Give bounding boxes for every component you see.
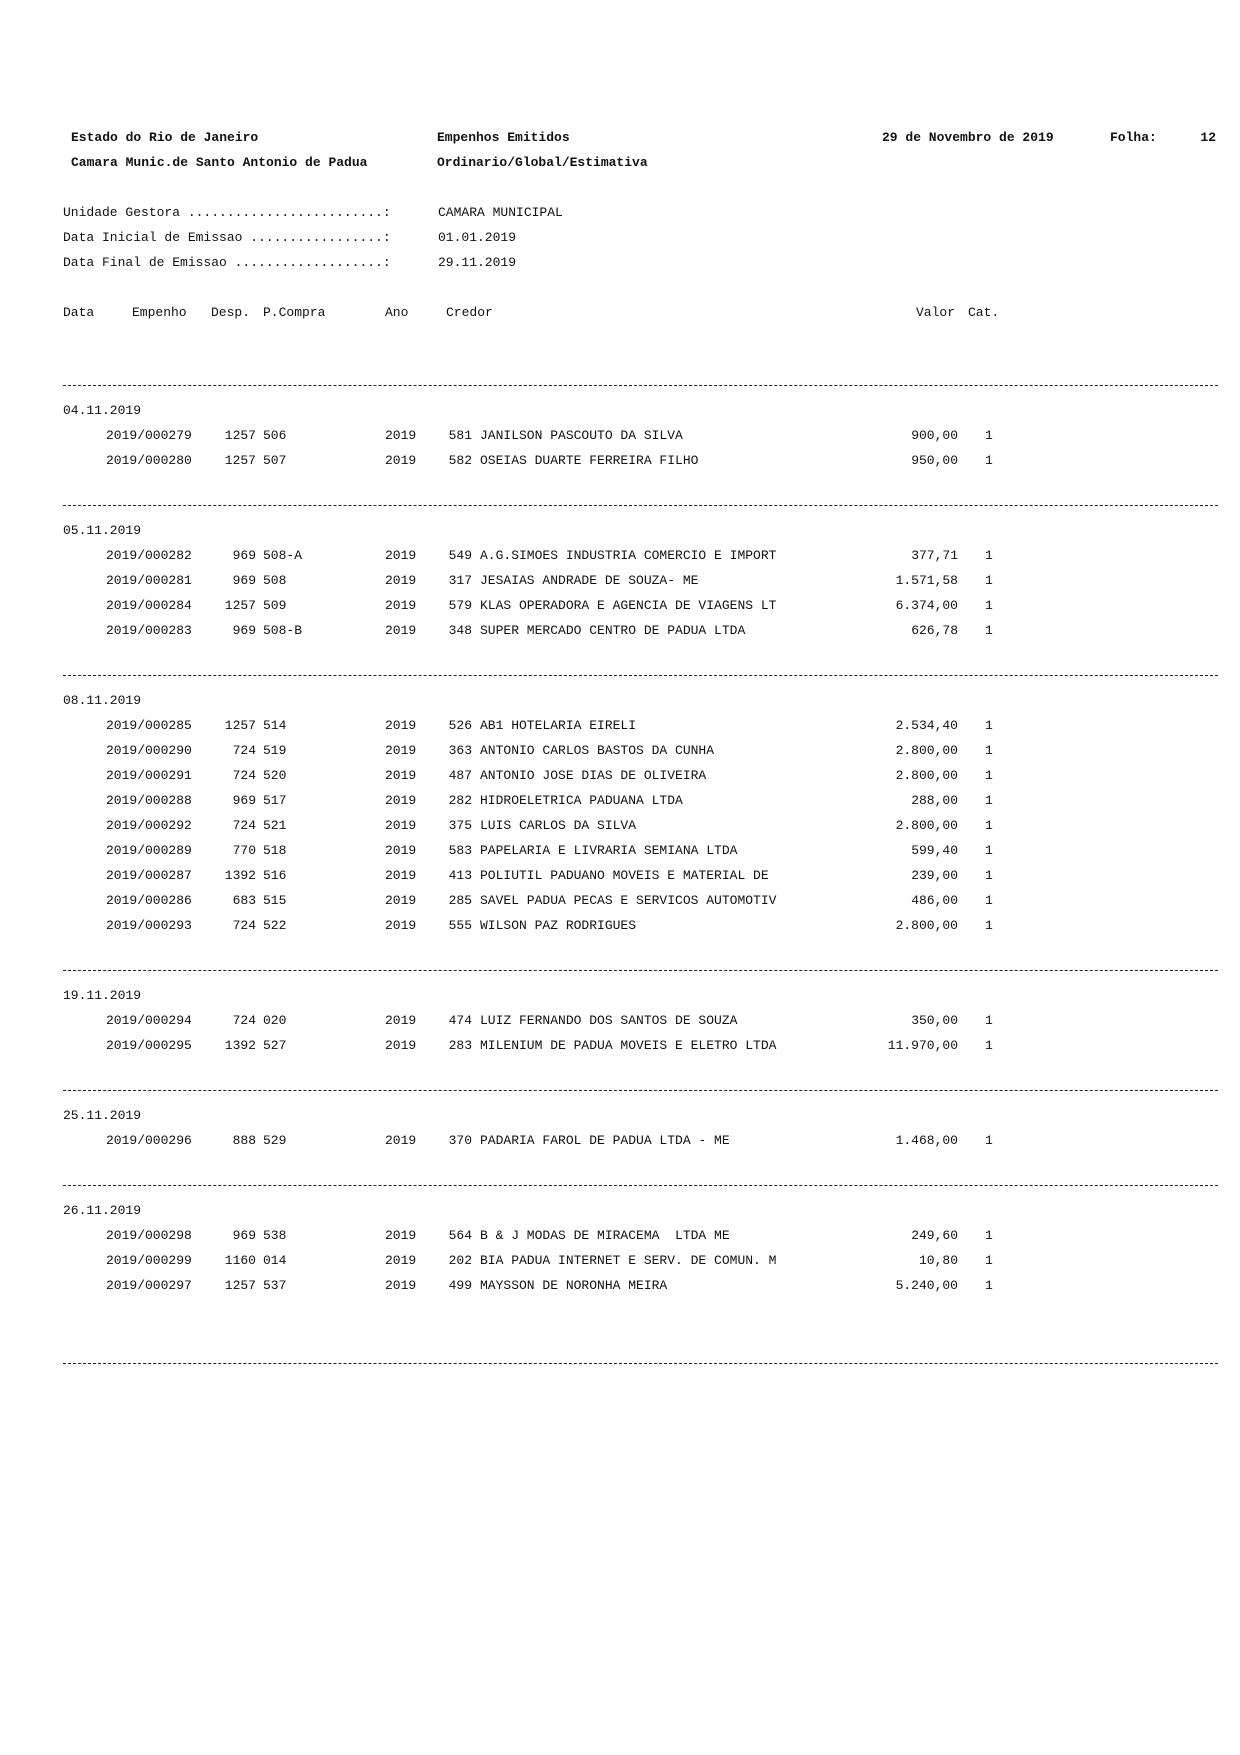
desp-code: 724 — [232, 743, 256, 758]
separator-line — [63, 675, 1218, 676]
desp-code: 1257 — [224, 453, 256, 468]
category: 1 — [985, 718, 993, 733]
credor-code: 582 — [448, 453, 472, 468]
sheet-label: Folha: — [1110, 130, 1157, 145]
pcompra-number: 508-A — [263, 548, 303, 563]
credor-name: KLAS OPERADORA E AGENCIA DE VIAGENS LT — [480, 598, 777, 613]
empenho-number: 2019/000281 — [106, 573, 192, 588]
credor-name: MILENIUM DE PADUA MOVEIS E ELETRO LTDA — [480, 1038, 777, 1053]
year: 2019 — [385, 598, 417, 613]
credor-name: WILSON PAZ RODRIGUES — [480, 918, 637, 933]
pcompra-number: 519 — [263, 743, 287, 758]
desp-code: 969 — [232, 548, 256, 563]
group-date: 26.11.2019 — [63, 1203, 142, 1218]
category: 1 — [985, 1253, 993, 1268]
pcompra-number: 537 — [263, 1278, 287, 1293]
category: 1 — [985, 793, 993, 808]
col-header-desp: Desp. — [211, 305, 251, 320]
year: 2019 — [385, 893, 417, 908]
empenho-number: 2019/000293 — [106, 918, 192, 933]
pcompra-number: 014 — [263, 1253, 287, 1268]
category: 1 — [985, 598, 993, 613]
col-header-pcompra: P.Compra — [263, 305, 326, 320]
report-title: Empenhos Emitidos — [437, 130, 570, 145]
valor: 10,80 — [918, 1253, 958, 1268]
separator-line — [63, 1090, 1218, 1091]
group-date: 25.11.2019 — [63, 1108, 142, 1123]
pcompra-number: 518 — [263, 843, 287, 858]
col-header-data: Data — [63, 305, 95, 320]
credor-code: 579 — [448, 598, 472, 613]
desp-code: 1392 — [224, 868, 256, 883]
desp-code: 683 — [232, 893, 256, 908]
valor: 2.534,40 — [895, 718, 958, 733]
valor: 626,78 — [911, 623, 958, 638]
col-header-credor: Credor — [446, 305, 493, 320]
category: 1 — [985, 818, 993, 833]
pcompra-number: 515 — [263, 893, 287, 908]
empenho-number: 2019/000283 — [106, 623, 192, 638]
param-label: Data Inicial de Emissao .................: — [63, 230, 391, 245]
credor-name: AB1 HOTELARIA EIRELI — [480, 718, 637, 733]
empenho-number: 2019/000287 — [106, 868, 192, 883]
credor-code: 474 — [448, 1013, 472, 1028]
param-label: Unidade Gestora .........................: — [63, 205, 391, 220]
year: 2019 — [385, 718, 417, 733]
credor-name: ANTONIO JOSE DIAS DE OLIVEIRA — [480, 768, 707, 783]
pcompra-number: 506 — [263, 428, 287, 443]
pcompra-number: 538 — [263, 1228, 287, 1243]
credor-name: POLIUTIL PADUANO MOVEIS E MATERIAL DE — [480, 868, 769, 883]
desp-code: 770 — [232, 843, 256, 858]
credor-code: 499 — [448, 1278, 472, 1293]
header-state: Estado do Rio de Janeiro — [71, 130, 259, 145]
year: 2019 — [385, 573, 417, 588]
desp-code: 888 — [232, 1133, 256, 1148]
group-date: 04.11.2019 — [63, 403, 142, 418]
desp-code: 969 — [232, 1228, 256, 1243]
empenho-number: 2019/000289 — [106, 843, 192, 858]
year: 2019 — [385, 918, 417, 933]
empenho-number: 2019/000296 — [106, 1133, 192, 1148]
valor: 288,00 — [911, 793, 958, 808]
pcompra-number: 509 — [263, 598, 287, 613]
desp-code: 969 — [232, 573, 256, 588]
year: 2019 — [385, 818, 417, 833]
pcompra-number: 507 — [263, 453, 287, 468]
empenho-number: 2019/000298 — [106, 1228, 192, 1243]
group-date: 19.11.2019 — [63, 988, 142, 1003]
credor-code: 285 — [448, 893, 472, 908]
category: 1 — [985, 1038, 993, 1053]
credor-code: 375 — [448, 818, 472, 833]
desp-code: 1392 — [224, 1038, 256, 1053]
pcompra-number: 516 — [263, 868, 287, 883]
category: 1 — [985, 918, 993, 933]
col-header-valor: Valor — [916, 305, 956, 320]
desp-code: 1257 — [224, 598, 256, 613]
credor-name: HIDROELETRICA PADUANA LTDA — [480, 793, 683, 808]
category: 1 — [985, 453, 993, 468]
pcompra-number: 508-B — [263, 623, 303, 638]
pcompra-number: 527 — [263, 1038, 287, 1053]
valor: 900,00 — [911, 428, 958, 443]
valor: 11.970,00 — [887, 1038, 958, 1053]
desp-code: 724 — [232, 918, 256, 933]
valor: 5.240,00 — [895, 1278, 958, 1293]
valor: 6.374,00 — [895, 598, 958, 613]
year: 2019 — [385, 1278, 417, 1293]
category: 1 — [985, 893, 993, 908]
desp-code: 969 — [232, 793, 256, 808]
credor-name: SAVEL PADUA PECAS E SERVICOS AUTOMOTIV — [480, 893, 777, 908]
category: 1 — [985, 573, 993, 588]
credor-name: JESAIAS ANDRADE DE SOUZA- ME — [480, 573, 699, 588]
credor-code: 581 — [448, 428, 472, 443]
valor: 2.800,00 — [895, 918, 958, 933]
year: 2019 — [385, 793, 417, 808]
credor-name: ANTONIO CARLOS BASTOS DA CUNHA — [480, 743, 715, 758]
valor: 486,00 — [911, 893, 958, 908]
credor-name: PADARIA FAROL DE PADUA LTDA - ME — [480, 1133, 730, 1148]
year: 2019 — [385, 1038, 417, 1053]
credor-code: 555 — [448, 918, 472, 933]
valor: 2.800,00 — [895, 743, 958, 758]
year: 2019 — [385, 623, 417, 638]
empenho-number: 2019/000290 — [106, 743, 192, 758]
valor: 377,71 — [911, 548, 958, 563]
empenho-number: 2019/000288 — [106, 793, 192, 808]
credor-code: 363 — [448, 743, 472, 758]
credor-code: 564 — [448, 1228, 472, 1243]
credor-name: JANILSON PASCOUTO DA SILVA — [480, 428, 683, 443]
credor-code: 317 — [448, 573, 472, 588]
desp-code: 724 — [232, 768, 256, 783]
col-header-cat: Cat. — [968, 305, 1000, 320]
desp-code: 1257 — [224, 428, 256, 443]
param-label: Data Final de Emissao ...................: — [63, 255, 391, 270]
year: 2019 — [385, 768, 417, 783]
desp-code: 969 — [232, 623, 256, 638]
separator-line — [63, 1185, 1218, 1186]
col-header-empenho: Empenho — [132, 305, 187, 320]
year: 2019 — [385, 1013, 417, 1028]
empenho-number: 2019/000285 — [106, 718, 192, 733]
report-subtitle: Ordinario/Global/Estimativa — [437, 155, 648, 170]
credor-name: PAPELARIA E LIVRARIA SEMIANA LTDA — [480, 843, 738, 858]
desp-code: 1160 — [224, 1253, 256, 1268]
credor-code: 283 — [448, 1038, 472, 1053]
credor-code: 370 — [448, 1133, 472, 1148]
valor: 1.468,00 — [895, 1133, 958, 1148]
col-header-ano: Ano — [385, 305, 409, 320]
category: 1 — [985, 768, 993, 783]
empenho-number: 2019/000284 — [106, 598, 192, 613]
year: 2019 — [385, 453, 417, 468]
pcompra-number: 508 — [263, 573, 287, 588]
pcompra-number: 522 — [263, 918, 287, 933]
credor-code: 583 — [448, 843, 472, 858]
category: 1 — [985, 1133, 993, 1148]
pcompra-number: 517 — [263, 793, 287, 808]
empenho-number: 2019/000280 — [106, 453, 192, 468]
desp-code: 1257 — [224, 1278, 256, 1293]
category: 1 — [985, 428, 993, 443]
credor-code: 202 — [448, 1253, 472, 1268]
credor-name: B & J MODAS DE MIRACEMA LTDA ME — [480, 1228, 730, 1243]
header-chamber: Camara Munic.de Santo Antonio de Padua — [71, 155, 368, 170]
empenho-number: 2019/000286 — [106, 893, 192, 908]
empenho-number: 2019/000297 — [106, 1278, 192, 1293]
group-date: 05.11.2019 — [63, 523, 142, 538]
credor-name: OSEIAS DUARTE FERREIRA FILHO — [480, 453, 699, 468]
pcompra-number: 529 — [263, 1133, 287, 1148]
valor: 2.800,00 — [895, 768, 958, 783]
valor: 599,40 — [911, 843, 958, 858]
separator-line — [63, 1363, 1218, 1364]
year: 2019 — [385, 843, 417, 858]
report-date: 29 de Novembro de 2019 — [882, 130, 1054, 145]
desp-code: 1257 — [224, 718, 256, 733]
valor: 350,00 — [911, 1013, 958, 1028]
valor: 1.571,58 — [895, 573, 958, 588]
credor-code: 487 — [448, 768, 472, 783]
empenho-number: 2019/000294 — [106, 1013, 192, 1028]
param-value: CAMARA MUNICIPAL — [438, 205, 563, 220]
empenho-number: 2019/000279 — [106, 428, 192, 443]
category: 1 — [985, 1013, 993, 1028]
credor-code: 526 — [448, 718, 472, 733]
empenho-number: 2019/000282 — [106, 548, 192, 563]
year: 2019 — [385, 1253, 417, 1268]
desp-code: 724 — [232, 1013, 256, 1028]
credor-code: 413 — [448, 868, 472, 883]
valor: 249,60 — [911, 1228, 958, 1243]
separator-line — [63, 505, 1218, 506]
year: 2019 — [385, 1133, 417, 1148]
empenho-number: 2019/000295 — [106, 1038, 192, 1053]
credor-name: MAYSSON DE NORONHA MEIRA — [480, 1278, 668, 1293]
credor-name: LUIZ FERNANDO DOS SANTOS DE SOUZA — [480, 1013, 738, 1028]
category: 1 — [985, 1278, 993, 1293]
category: 1 — [985, 743, 993, 758]
pcompra-number: 521 — [263, 818, 287, 833]
pcompra-number: 520 — [263, 768, 287, 783]
group-date: 08.11.2019 — [63, 693, 142, 708]
empenho-number: 2019/000299 — [106, 1253, 192, 1268]
year: 2019 — [385, 548, 417, 563]
year: 2019 — [385, 743, 417, 758]
credor-code: 549 — [448, 548, 472, 563]
empenho-number: 2019/000292 — [106, 818, 192, 833]
credor-name: BIA PADUA INTERNET E SERV. DE COMUN. M — [480, 1253, 777, 1268]
pcompra-number: 020 — [263, 1013, 287, 1028]
credor-code: 348 — [448, 623, 472, 638]
category: 1 — [985, 1228, 993, 1243]
param-value: 29.11.2019 — [438, 255, 517, 270]
empenho-number: 2019/000291 — [106, 768, 192, 783]
credor-name: SUPER MERCADO CENTRO DE PADUA LTDA — [480, 623, 746, 638]
year: 2019 — [385, 428, 417, 443]
valor: 950,00 — [911, 453, 958, 468]
year: 2019 — [385, 1228, 417, 1243]
pcompra-number: 514 — [263, 718, 287, 733]
credor-name: A.G.SIMOES INDUSTRIA COMERCIO E IMPORT — [480, 548, 777, 563]
category: 1 — [985, 623, 993, 638]
category: 1 — [985, 868, 993, 883]
category: 1 — [985, 843, 993, 858]
sheet-number: 12 — [1200, 130, 1216, 145]
param-value: 01.01.2019 — [438, 230, 517, 245]
category: 1 — [985, 548, 993, 563]
separator-line — [63, 970, 1218, 971]
year: 2019 — [385, 868, 417, 883]
desp-code: 724 — [232, 818, 256, 833]
separator-line — [63, 385, 1218, 386]
credor-code: 282 — [448, 793, 472, 808]
valor: 2.800,00 — [895, 818, 958, 833]
valor: 239,00 — [911, 868, 958, 883]
credor-name: LUIS CARLOS DA SILVA — [480, 818, 637, 833]
